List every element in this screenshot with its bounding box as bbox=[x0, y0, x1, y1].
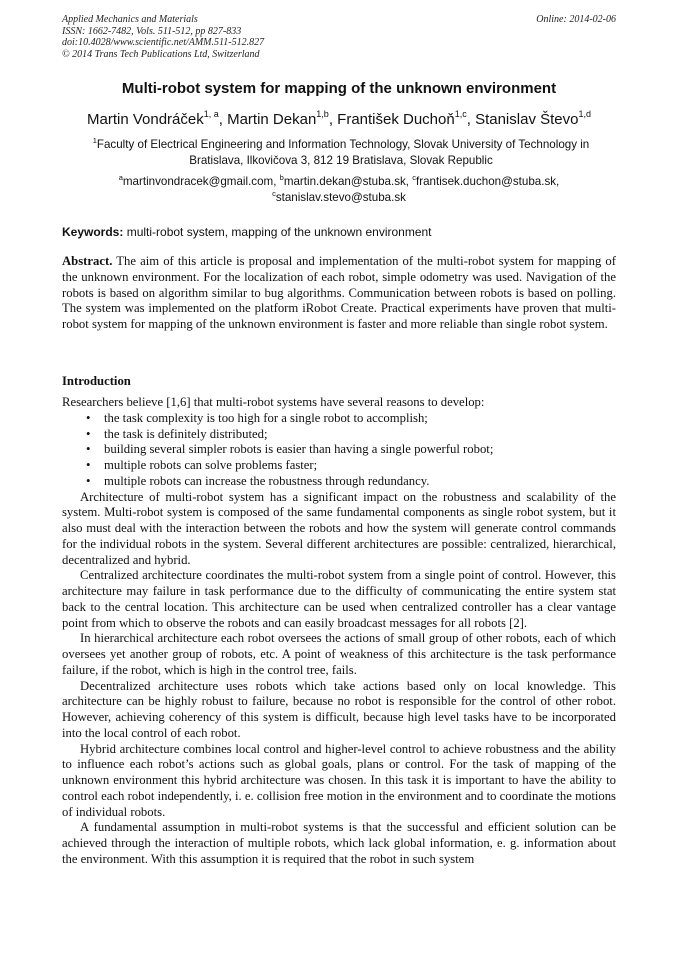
abstract bbox=[62, 254, 616, 333]
paper-title: Multi-robot system for mapping of the unknown environment bbox=[121, 80, 557, 97]
keywords bbox=[62, 224, 616, 240]
keywords-text: multi-robot system, mapping of the unknown environment bbox=[126, 225, 432, 239]
email-mark: c bbox=[272, 189, 276, 198]
email-mark: c bbox=[412, 173, 417, 182]
author-affil-mark: 1, a bbox=[203, 109, 219, 119]
reasons-list bbox=[62, 411, 616, 490]
author-list: Martin Vondráček$^{1, a}$, Martin Dekan$^{1,b}$, František Duchoň$^{1,c}$, Stanislav Števo$^{1,d}$ bbox=[87, 109, 591, 128]
abstract-text: The aim of this article is proposal and implementation of the multi-robot system for mapping of the unknown environment. For the localization of each robot, simple odometry was used. Navigation of the robots is based on algorithm similar to bug algorithms. Communication between robots is based on polling. The system was implemented on the platform iRobot Create. Practical experiments have proven that multi-robot system for mapping of the unknown environment is faster and more reliable than single robot system. bbox=[62, 254, 616, 331]
list-item: • multiple robots can solve problems faster; bbox=[86, 458, 616, 474]
affiliation-mark: 1 bbox=[92, 136, 97, 145]
author-affil-mark: 1,d bbox=[578, 109, 591, 119]
email-mark: b bbox=[279, 173, 284, 182]
author-name: Stanislav Števo bbox=[475, 111, 579, 128]
author-affil-mark: 1,c bbox=[454, 109, 467, 119]
journal-issn: ISSN: 1662-7482, Vols. 511-512, pp 827-833 bbox=[62, 25, 242, 37]
paragraph: Architecture of multi-robot system has a significant impact on the robustness and scalability of the system. Multi-robot system is composed of the same fundamental components as single robot system, but it also must deal with the interaction between the robots and how the system will generate control commands for the individual robots in the system. Several different architectures are possible: centralized, hierarchical, decentralized and hybrid. bbox=[62, 489, 616, 567]
affiliation bbox=[66, 137, 616, 169]
email-address[interactable]: martinvondracek@gmail.com, bbox=[122, 175, 277, 188]
list-item: • multiple robots can increase the robustness through redundancy. bbox=[86, 474, 616, 490]
list-item: • the task is definitely distributed; bbox=[86, 427, 616, 443]
introduction-body bbox=[62, 395, 616, 868]
author-name: Martin Vondráček bbox=[87, 111, 204, 128]
journal-info bbox=[62, 14, 264, 60]
affiliation-text: Faculty of Electrical Engineering and Information Technology, Slovak University of Technology in Bratislava, Ilkovičova 3, 812 19 Bratislava, Slovak Republic bbox=[96, 138, 590, 167]
paragraph: Centralized architecture coordinates the multi-robot system from a single point of control. However, this architecture may failure in task performance due to the difficulty of communicating the entire system stat back to the central location. This architecture can be used when centralized controller has a clear vantage point from which to observe the robots and can easily broadcast messages for all robots [2]. bbox=[62, 568, 616, 630]
journal-doi: doi:10.4028/www.scientific.net/AMM.511-512.827 bbox=[62, 37, 265, 48]
paragraph: Hybrid architecture combines local control and higher-level control to achieve robustness and the ability to influence each robot’s actions such as global goals, plans or control. For the task of mapping of the unknown environment this hybrid architecture was chosen. In this task it is important to have the ability to control each robot independently, i. e. collision free motion in the environment and to coordinate the motions of individual robots. bbox=[62, 741, 616, 819]
email-list bbox=[62, 174, 616, 206]
author-name: Martin Dekan bbox=[227, 111, 317, 128]
journal-copyright: © 2014 Trans Tech Publications Ltd, Switzerland bbox=[62, 48, 260, 60]
paragraph: In hierarchical architecture each robot oversees the actions of small group of other robots, each of which oversees yet another group of robots, etc. A point of weakness of this architecture is the task performance failure, if the robot, which is high in the control tree, fails. bbox=[62, 631, 616, 677]
journal-name: Applied Mechanics and Materials bbox=[62, 14, 198, 25]
abstract-label: Abstract. bbox=[62, 254, 113, 268]
email-address[interactable]: martin.dekan@stuba.sk, bbox=[283, 175, 410, 188]
list-item: • building several simpler robots is easier than having a single powerful robot; bbox=[86, 442, 616, 458]
paragraph: Decentralized architecture uses robots which take actions based only on local knowledge. This architecture can be highly robust to failure, because no robot is responsible for the control of other robot. However, achieving coherency of this system is difficult, because high level tasks have to be incorporated into the local control of each robot. bbox=[62, 678, 616, 740]
section-heading-introduction: Introduction bbox=[62, 374, 131, 388]
email-address[interactable]: stanislav.stevo@stuba.sk bbox=[275, 191, 406, 204]
online-date: Online: 2014-02-06 bbox=[536, 14, 616, 25]
email-mark: a bbox=[118, 173, 123, 182]
author-name: František Duchoň bbox=[337, 111, 455, 128]
email-address[interactable]: frantisek.duchon@stuba.sk, bbox=[416, 175, 560, 188]
intro-lead: Researchers believe [1,6] that multi-robot systems have several reasons to develop: bbox=[62, 395, 485, 409]
list-item: • the task complexity is too high for a single robot to accomplish; bbox=[86, 411, 616, 427]
paragraph: A fundamental assumption in multi-robot systems is that the successful and efficient solution can be achieved through the interaction of multiple robots, which lack global information, e. g. information about the environment. With this assumption it is required that the robot in such system bbox=[62, 820, 616, 866]
keywords-label: Keywords: bbox=[62, 225, 124, 239]
journal-header bbox=[62, 14, 616, 60]
author-affil-mark: 1,b bbox=[316, 109, 329, 119]
